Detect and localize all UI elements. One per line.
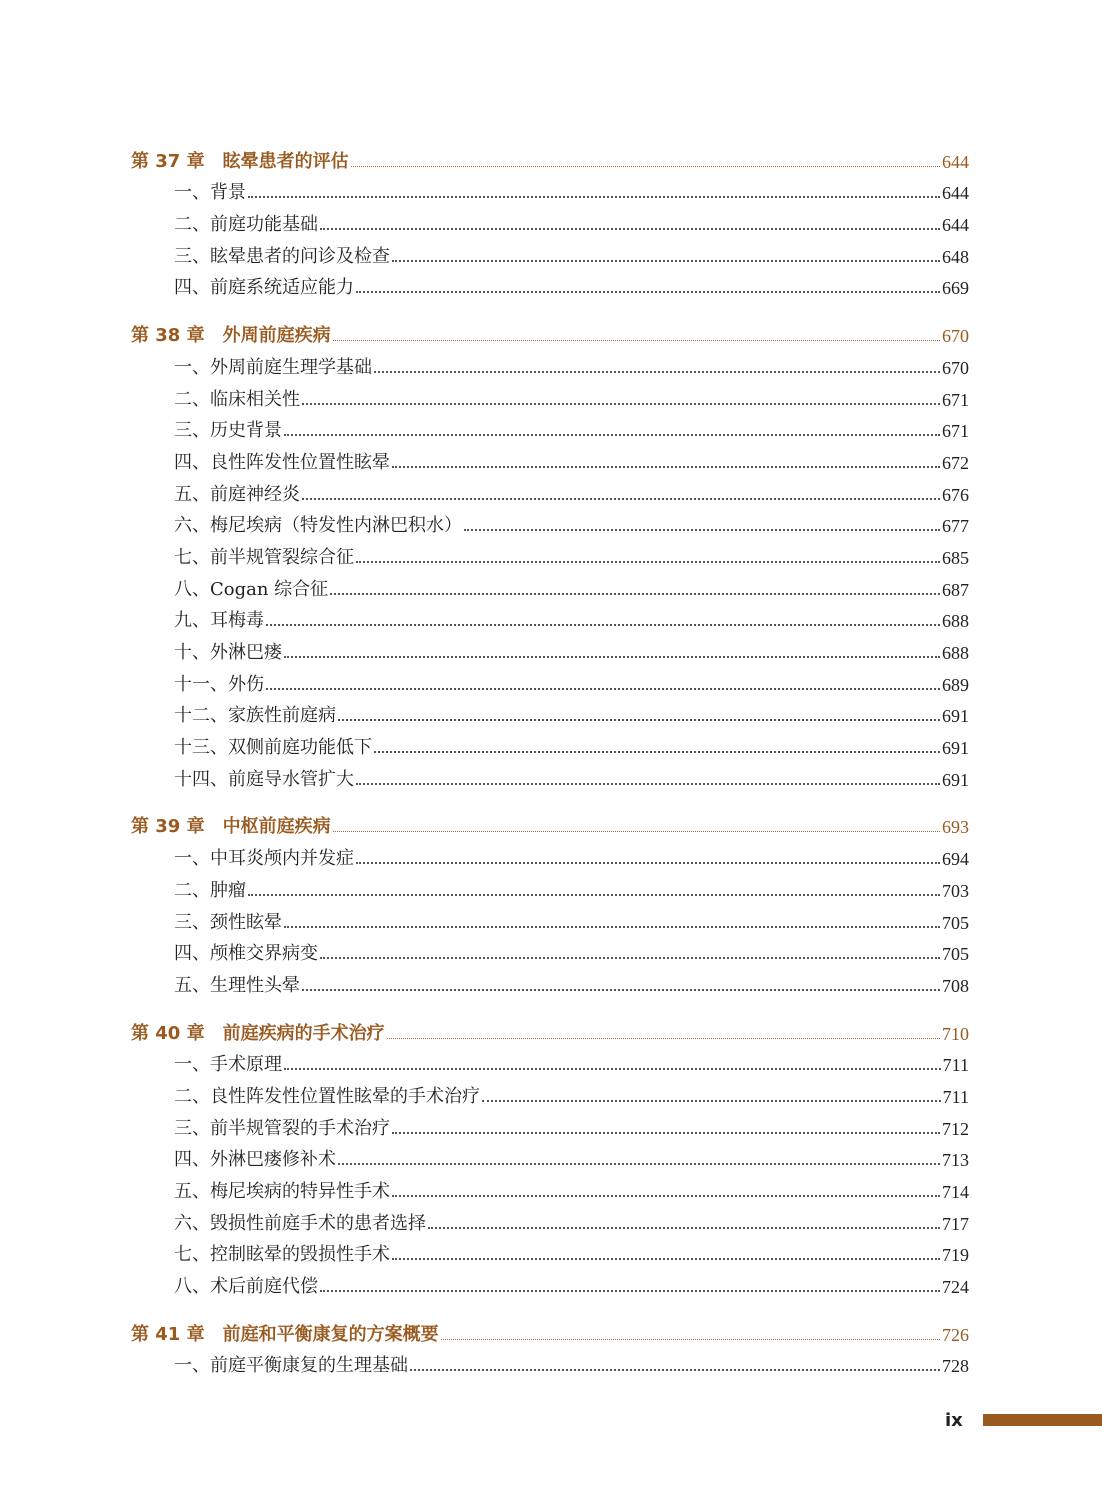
dot-leader	[338, 1163, 940, 1165]
section-page-number: 724	[942, 1277, 969, 1298]
chapter-block	[131, 1314, 969, 1377]
dot-leader	[374, 371, 940, 373]
section-title: 十三、双侧前庭功能低下	[174, 737, 372, 759]
section-entry[interactable]	[131, 1140, 969, 1172]
dot-leader	[356, 291, 940, 293]
section-page-number: 689	[942, 674, 969, 695]
section-page-number: 711	[942, 1055, 969, 1076]
section-title: 三、历史背景	[174, 420, 282, 442]
section-entry[interactable]	[131, 1171, 969, 1203]
section-entry[interactable]	[131, 601, 969, 633]
dot-leader	[374, 751, 940, 753]
section-title: 六、梅尼埃病（特发性内淋巴积水）	[174, 515, 462, 537]
section-page-number: 670	[942, 357, 969, 378]
section-page-number: 717	[942, 1213, 969, 1234]
dot-leader	[302, 989, 940, 991]
chapter-heading[interactable]	[131, 1013, 969, 1045]
dot-leader	[392, 1258, 940, 1260]
section-title: 七、控制眩晕的毁损性手术	[174, 1244, 390, 1266]
dot-leader	[284, 434, 940, 436]
dot-leader	[356, 561, 940, 563]
section-page-number: 705	[942, 912, 969, 933]
section-title: 四、良性阵发性位置性眩晕	[174, 451, 390, 473]
folio-decorative-bar	[983, 1414, 1102, 1426]
chapter-number: 第 40 章	[131, 1022, 205, 1044]
section-page-number: 671	[942, 421, 969, 442]
section-page-number: 694	[942, 849, 969, 870]
dot-leader	[320, 957, 940, 959]
section-title: 十四、前庭导水管扩大	[174, 768, 354, 790]
dot-leader	[392, 1195, 940, 1197]
section-page-number: 714	[942, 1182, 969, 1202]
section-entry[interactable]	[131, 173, 969, 205]
dot-leader	[441, 1339, 940, 1340]
section-page-number: 712	[942, 1118, 969, 1139]
section-entry[interactable]	[131, 569, 969, 601]
section-entry[interactable]	[131, 236, 969, 268]
section-page-number: 708	[942, 975, 969, 996]
dot-leader	[302, 403, 940, 405]
dot-leader	[266, 688, 940, 690]
section-page-number: 688	[942, 611, 969, 632]
dot-leader	[333, 831, 940, 832]
section-page-number: 644	[942, 183, 969, 204]
dot-leader	[284, 656, 940, 658]
section-title: 三、颈性眩晕	[174, 911, 282, 933]
dot-leader	[464, 529, 940, 531]
dot-leader	[248, 894, 940, 896]
section-page-number: 688	[942, 643, 969, 663]
section-title: 六、毁损性前庭手术的患者选择	[174, 1212, 426, 1234]
section-entry[interactable]	[131, 965, 969, 997]
dot-leader	[356, 783, 940, 785]
section-page-number: 703	[942, 880, 969, 901]
dot-leader	[338, 719, 940, 721]
chapter-block	[131, 315, 969, 790]
chapter-block	[131, 807, 969, 997]
dot-leader	[330, 593, 940, 595]
chapter-block	[131, 141, 969, 299]
section-page-number: 705	[942, 944, 969, 965]
dot-leader	[266, 624, 940, 626]
section-entry[interactable]	[131, 934, 969, 966]
chapter-label	[131, 151, 349, 173]
dot-leader	[333, 340, 940, 341]
section-page-number: 644	[942, 215, 969, 236]
section-title: 三、前半规管裂的手术治疗	[174, 1117, 390, 1139]
section-page-number: 711	[942, 1086, 969, 1107]
chapter-title: 前庭疾病的手术治疗	[222, 1022, 385, 1044]
section-page-number: 713	[942, 1150, 969, 1171]
section-entry[interactable]	[131, 268, 969, 300]
section-title: 二、肿瘤	[174, 879, 246, 901]
section-title: 二、前庭功能基础	[174, 214, 318, 236]
section-entry[interactable]	[131, 902, 969, 934]
table-of-contents	[131, 141, 969, 1393]
section-title: 十、外淋巴瘘	[174, 642, 282, 663]
section-title: 三、眩晕患者的问诊及检查	[174, 245, 390, 267]
page-number: ix	[945, 1410, 963, 1431]
section-title: 九、耳梅毒	[174, 610, 264, 632]
section-title: 一、外周前庭生理学基础	[174, 356, 372, 378]
section-title: 十二、家族性前庭病	[174, 705, 336, 727]
section-title: 十一、外伤	[174, 673, 264, 695]
chapter-title: 前庭和平衡康复的方案概要	[222, 1323, 439, 1345]
dot-leader	[302, 498, 940, 500]
section-page-number: 648	[942, 246, 969, 267]
section-entry[interactable]	[131, 347, 969, 379]
chapter-page-number: 644	[942, 151, 969, 172]
section-entry[interactable]	[131, 1108, 969, 1140]
section-title: 一、手术原理	[174, 1054, 282, 1076]
dot-leader	[482, 1100, 941, 1102]
chapter-label	[131, 1023, 385, 1045]
chapter-label	[131, 1324, 439, 1346]
section-page-number: 685	[942, 547, 969, 568]
section-entry[interactable]	[131, 759, 969, 791]
section-entry[interactable]	[131, 506, 969, 538]
section-title: 八、术后前庭代偿	[174, 1276, 318, 1298]
chapter-heading[interactable]	[131, 141, 969, 173]
section-entry[interactable]	[131, 1045, 969, 1077]
chapter-number: 第 37 章	[131, 150, 205, 172]
dot-leader	[356, 862, 940, 864]
chapter-heading[interactable]	[131, 807, 969, 839]
dot-leader	[387, 1038, 940, 1039]
section-entry[interactable]	[131, 1266, 969, 1298]
section-entry[interactable]	[131, 632, 969, 664]
chapter-block	[131, 1013, 969, 1298]
section-page-number: 691	[942, 738, 969, 759]
section-title: 四、颅椎交界病变	[174, 943, 318, 965]
dot-leader	[392, 466, 940, 468]
chapter-label	[131, 325, 331, 347]
chapter-number: 第 38 章	[131, 325, 205, 347]
chapter-title: 眩晕患者的评估	[222, 150, 349, 172]
section-page-number: 691	[942, 706, 969, 727]
dot-leader	[284, 1068, 941, 1070]
section-title: 二、临床相关性	[174, 388, 300, 410]
section-entry[interactable]	[131, 1346, 969, 1378]
section-entry[interactable]	[131, 838, 969, 870]
section-title: 一、中耳炎颅内并发症	[174, 848, 354, 870]
section-title: 一、前庭平衡康复的生理基础	[174, 1355, 408, 1377]
section-entry[interactable]	[131, 537, 969, 569]
section-page-number: 672	[942, 452, 969, 473]
section-entry[interactable]	[131, 727, 969, 759]
dot-leader	[351, 166, 940, 167]
chapter-number: 第 41 章	[131, 1323, 205, 1345]
section-page-number: 728	[942, 1356, 969, 1377]
dot-leader	[428, 1227, 940, 1229]
chapter-title: 中枢前庭疾病	[222, 816, 331, 838]
section-title: 二、良性阵发性位置性眩晕的手术治疗	[174, 1085, 480, 1107]
section-title: 五、前庭神经炎	[174, 483, 300, 505]
section-entry[interactable]	[131, 1235, 969, 1267]
dot-leader	[284, 926, 940, 928]
section-title: 一、背景	[174, 182, 246, 204]
dot-leader	[410, 1369, 940, 1371]
chapter-label	[131, 816, 331, 838]
section-title: 四、前庭系统适应能力	[174, 277, 354, 299]
chapter-heading[interactable]	[131, 1314, 969, 1346]
section-entry[interactable]	[131, 442, 969, 474]
section-entry[interactable]	[131, 1076, 969, 1108]
section-page-number: 677	[942, 516, 969, 537]
section-title: 八、Cogan 综合征	[174, 578, 329, 600]
section-page-number: 669	[942, 278, 969, 299]
section-title: 四、外淋巴瘘修补术	[174, 1149, 336, 1171]
section-page-number: 691	[942, 769, 969, 790]
section-title: 七、前半规管裂综合征	[174, 546, 354, 568]
chapter-heading[interactable]	[131, 315, 969, 347]
section-entry[interactable]	[131, 870, 969, 902]
section-entry[interactable]	[131, 204, 969, 236]
dot-leader	[320, 228, 940, 230]
section-entry[interactable]	[131, 379, 969, 411]
section-entry[interactable]	[131, 474, 969, 506]
section-page-number: 671	[942, 389, 969, 410]
chapter-number: 第 39 章	[131, 816, 205, 838]
section-page-number: 676	[942, 484, 969, 505]
dot-leader	[248, 196, 940, 198]
dot-leader	[392, 260, 940, 262]
section-entry[interactable]	[131, 664, 969, 696]
chapter-page-number: 670	[942, 326, 969, 347]
section-title: 五、生理性头晕	[174, 974, 300, 996]
chapter-page-number: 710	[942, 1023, 969, 1044]
dot-leader	[392, 1132, 940, 1134]
section-entry[interactable]	[131, 696, 969, 728]
section-entry[interactable]	[131, 411, 969, 443]
section-page-number: 719	[942, 1245, 969, 1266]
section-entry[interactable]	[131, 1203, 969, 1235]
section-title: 五、梅尼埃病的特异性手术	[174, 1181, 390, 1202]
chapter-page-number: 693	[942, 817, 969, 838]
dot-leader	[320, 1290, 940, 1292]
chapter-page-number: 726	[942, 1324, 969, 1345]
chapter-title: 外周前庭疾病	[222, 325, 331, 347]
section-page-number: 687	[942, 579, 969, 600]
